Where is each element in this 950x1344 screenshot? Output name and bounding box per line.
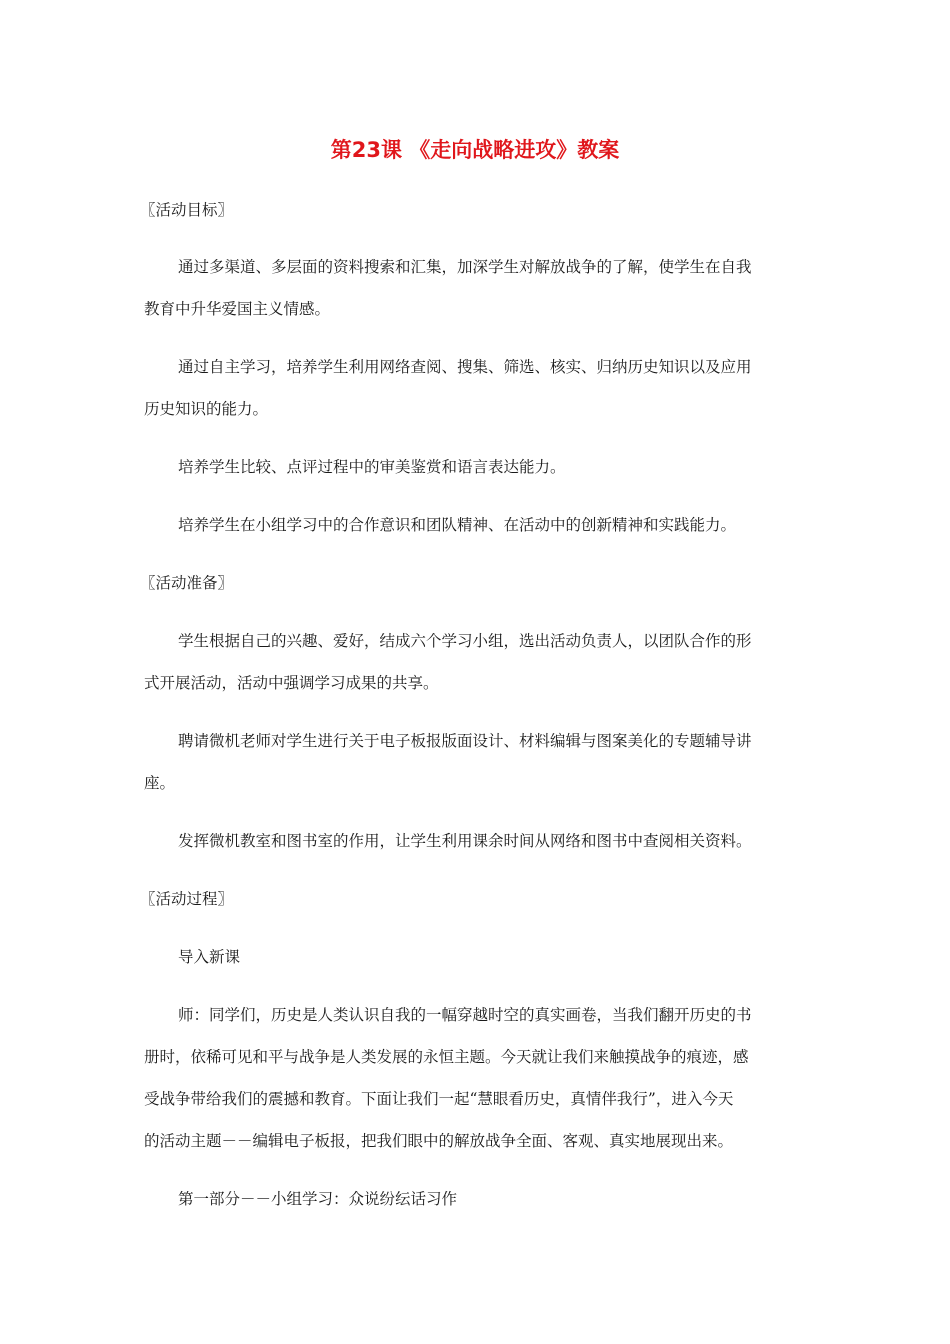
- paragraph-line: 教育中升华爱国主义情感。: [144, 300, 331, 318]
- paragraph-line: 发挥微机教室和图书室的作用，让学生利用课余时间从网络和图书中查阅相关资料。: [178, 832, 752, 850]
- paragraph-line: 受战争带给我们的震撼和教育。下面让我们一起“慧眼看历史，真情伴我行”，进入今天: [144, 1090, 734, 1108]
- section-heading-process: 〖活动过程〗: [140, 890, 234, 908]
- paragraph-line: 座。: [144, 774, 176, 792]
- paragraph-line: 第一部分－－小组学习：众说纷纭话习作: [178, 1190, 458, 1208]
- section-heading-preparation: 〖活动准备〗: [140, 574, 234, 592]
- paragraph-line: 通过自主学习，培养学生利用网络查阅、搜集、筛选、核实、归纳历史知识以及应用: [178, 358, 752, 376]
- page-title: 第23课 《走向战略进攻》教案: [330, 138, 620, 162]
- paragraph-line: 的活动主题－－编辑电子板报，把我们眼中的解放战争全面、客观、真实地展现出来。: [144, 1132, 734, 1150]
- paragraph-line: 培养学生在小组学习中的合作意识和团队精神、在活动中的创新精神和实践能力。: [178, 516, 737, 534]
- paragraph-line: 式开展活动，活动中强调学习成果的共享。: [144, 674, 439, 692]
- paragraph-line: 导入新课: [178, 948, 241, 966]
- paragraph-line: 聘请微机老师对学生进行关于电子板报版面设计、材料编辑与图案美化的专题辅导讲: [178, 732, 752, 750]
- paragraph-line: 册时，依稀可见和平与战争是人类发展的永恒主题。今天就让我们来触摸战争的痕迹，感: [144, 1048, 749, 1066]
- paragraph-line: 历史知识的能力。: [144, 400, 269, 418]
- section-heading-goals: 〖活动目标〗: [140, 201, 234, 219]
- paragraph-line: 通过多渠道、多层面的资料搜索和汇集，加深学生对解放战争的了解，使学生在自我: [178, 258, 752, 276]
- paragraph-line: 学生根据自己的兴趣、爱好，结成六个学习小组，选出活动负责人，以团队合作的形: [178, 632, 752, 650]
- paragraph-line: 师：同学们，历史是人类认识自我的一幅穿越时空的真实画卷，当我们翻开历史的书: [178, 1006, 752, 1024]
- paragraph-line: 培养学生比较、点评过程中的审美鉴赏和语言表达能力。: [178, 458, 566, 476]
